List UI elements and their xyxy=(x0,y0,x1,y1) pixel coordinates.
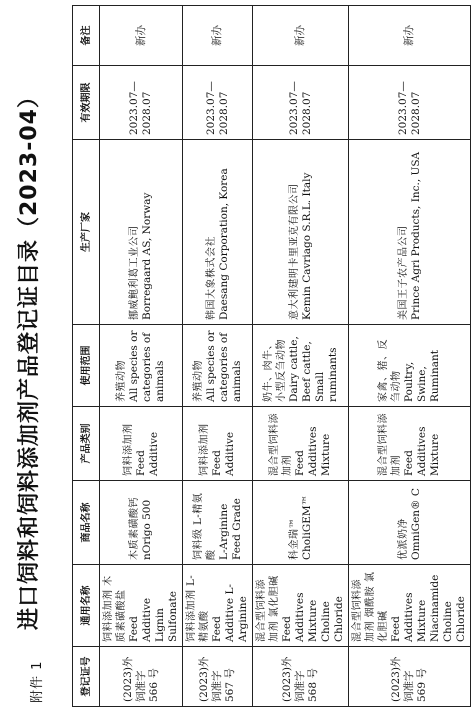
category-cell xyxy=(253,407,349,481)
generic-name-en: Feed Additives Mixture Niacinamide Choline Chloride xyxy=(390,574,467,642)
table-row xyxy=(253,6,349,707)
scope-cell xyxy=(100,325,183,407)
category-en: Feed Additive xyxy=(211,431,236,476)
manufacturer-cell xyxy=(183,140,253,325)
trade-name-en: L-Arginine Feed Grade xyxy=(217,498,243,560)
scope-en: All species or categories of animals xyxy=(204,330,243,402)
remark-cell: 新办 xyxy=(183,6,253,66)
manufacturer-cell xyxy=(100,140,183,325)
remark-cell: 新办 xyxy=(253,6,349,66)
trade-name-zh: 优派奶净 xyxy=(397,518,409,560)
category-zh: 饲料添加剂 xyxy=(199,423,210,476)
scope-zh: 养殖动物 xyxy=(116,360,127,402)
manufacturer-cell xyxy=(253,140,349,325)
scope-en: Poultry, Swine, Ruminant xyxy=(403,350,441,402)
scope-zh: 奶牛、肉牛、小型反刍动物 xyxy=(262,339,287,402)
remark-cell: 新办 xyxy=(100,6,183,66)
manufacturer-zh: 意大利建明卡里亚克有限公司 xyxy=(288,183,300,320)
scope-zh: 家禽、猪、反刍动物 xyxy=(378,339,402,402)
manufacturer-cell xyxy=(349,140,471,325)
category-en: Feed Additives Mixture xyxy=(403,426,441,476)
generic-name-en: Feed Additive Lignin Sulfonate xyxy=(128,591,179,642)
manufacturer-zh: 美国王子农产品公司 xyxy=(397,225,409,320)
category-cell xyxy=(349,407,471,481)
category-cell xyxy=(183,407,253,481)
trade-name-zh: 木质素磺酸钙 xyxy=(129,497,140,560)
manufacturer-zh: 挪威鲍利葛工业公司 xyxy=(129,225,140,320)
category-zh: 混合型饲料添加剂 xyxy=(378,413,402,476)
validity-cell: 2023.07—2028.07 xyxy=(253,66,349,140)
category-en: Feed Additives Mixture xyxy=(294,426,332,476)
generic-name-zh: 饲料添加剂 木质素磺酸盐 xyxy=(103,575,127,642)
trade-name-zh: 饲料级 L-精氨酸 xyxy=(192,492,217,560)
generic-name-en: Feed Additives Mixture Choline Chloride xyxy=(281,592,345,642)
document-title: 进口饲料和饲料添加剂产品登记证目录（2023-04） xyxy=(17,85,42,630)
trade-name-en: nOrigo 500 xyxy=(141,499,153,560)
manufacturer-en: Borregaard AS, Norway xyxy=(141,192,153,320)
registration-table xyxy=(72,5,471,707)
generic-name-cell xyxy=(349,565,471,647)
generic-name-cell xyxy=(253,565,349,647)
trade-name-en: OmniGen® C xyxy=(409,488,422,560)
trade-name-en: CholiGEM™ xyxy=(300,494,313,560)
reg-no-cell: (2023)外饲准字 566 号 xyxy=(100,647,183,707)
generic-name-zh: 饲料添加剂 L-精氨酸 xyxy=(186,574,210,642)
generic-name-zh: 混合型饲料添加剂 氯化胆碱 xyxy=(256,575,280,642)
trade-name-cell xyxy=(100,481,183,565)
header-manufacturer: 生产厂家 xyxy=(73,140,100,325)
table-row xyxy=(100,6,183,707)
manufacturer-en: Prince Agri Products, Inc., USA xyxy=(409,151,422,320)
table-header-row xyxy=(73,6,100,707)
category-en: Feed Additive xyxy=(134,431,160,476)
scope-en: All species or categories of animals xyxy=(128,330,166,402)
scope-en: Dairy cattle, Beef cattle, Small ruminants xyxy=(287,336,339,402)
category-cell xyxy=(100,407,183,481)
manufacturer-zh: 韩国大象株式会社 xyxy=(205,236,217,320)
trade-name-cell xyxy=(183,481,253,565)
generic-name-zh: 混合型饲料添加剂 烟酰胺 氯化胆碱 xyxy=(352,571,389,642)
header-reg-no: 登记证号 xyxy=(73,647,100,707)
header-scope: 使用范围 xyxy=(73,325,100,407)
trade-name-zh: 科金瑞™ xyxy=(288,518,300,560)
category-zh: 混合型饲料添加剂 xyxy=(269,413,293,476)
scope-cell xyxy=(183,325,253,407)
generic-name-en: Feed Additive L-Arginine xyxy=(211,584,249,642)
generic-name-cell xyxy=(183,565,253,647)
reg-no-cell: (2023)外饲准字 567 号 xyxy=(183,647,253,707)
reg-no-cell: (2023)外饲准字 568 号 xyxy=(253,647,349,707)
manufacturer-en: Daesang Corporation, Korea xyxy=(217,168,230,320)
attachment-label: 附件 1 xyxy=(30,660,45,703)
category-zh: 饲料添加剂 xyxy=(122,423,134,476)
remark-cell: 新办 xyxy=(349,6,471,66)
table-row xyxy=(183,6,253,707)
header-generic-name: 通用名称 xyxy=(73,565,100,647)
scope-zh: 养殖动物 xyxy=(192,360,204,402)
validity-cell: 2023.07—2028.07 xyxy=(349,66,471,140)
trade-name-cell xyxy=(349,481,471,565)
trade-name-cell xyxy=(253,481,349,565)
reg-no-cell: (2023)外饲准字 569 号 xyxy=(349,647,471,707)
header-category: 产品类别 xyxy=(73,407,100,481)
validity-cell: 2023.07—2028.07 xyxy=(183,66,253,140)
validity-cell: 2023.07—2028.07 xyxy=(100,66,183,140)
table-row xyxy=(349,6,471,707)
scope-cell xyxy=(349,325,471,407)
header-validity: 有效期限 xyxy=(73,66,100,140)
header-remark: 备注 xyxy=(73,6,100,66)
header-trade-name: 商品名称 xyxy=(73,481,100,565)
scope-cell xyxy=(253,325,349,407)
manufacturer-en: Kemin Cavriago S.R.L. Italy xyxy=(300,172,313,320)
generic-name-cell xyxy=(100,565,183,647)
